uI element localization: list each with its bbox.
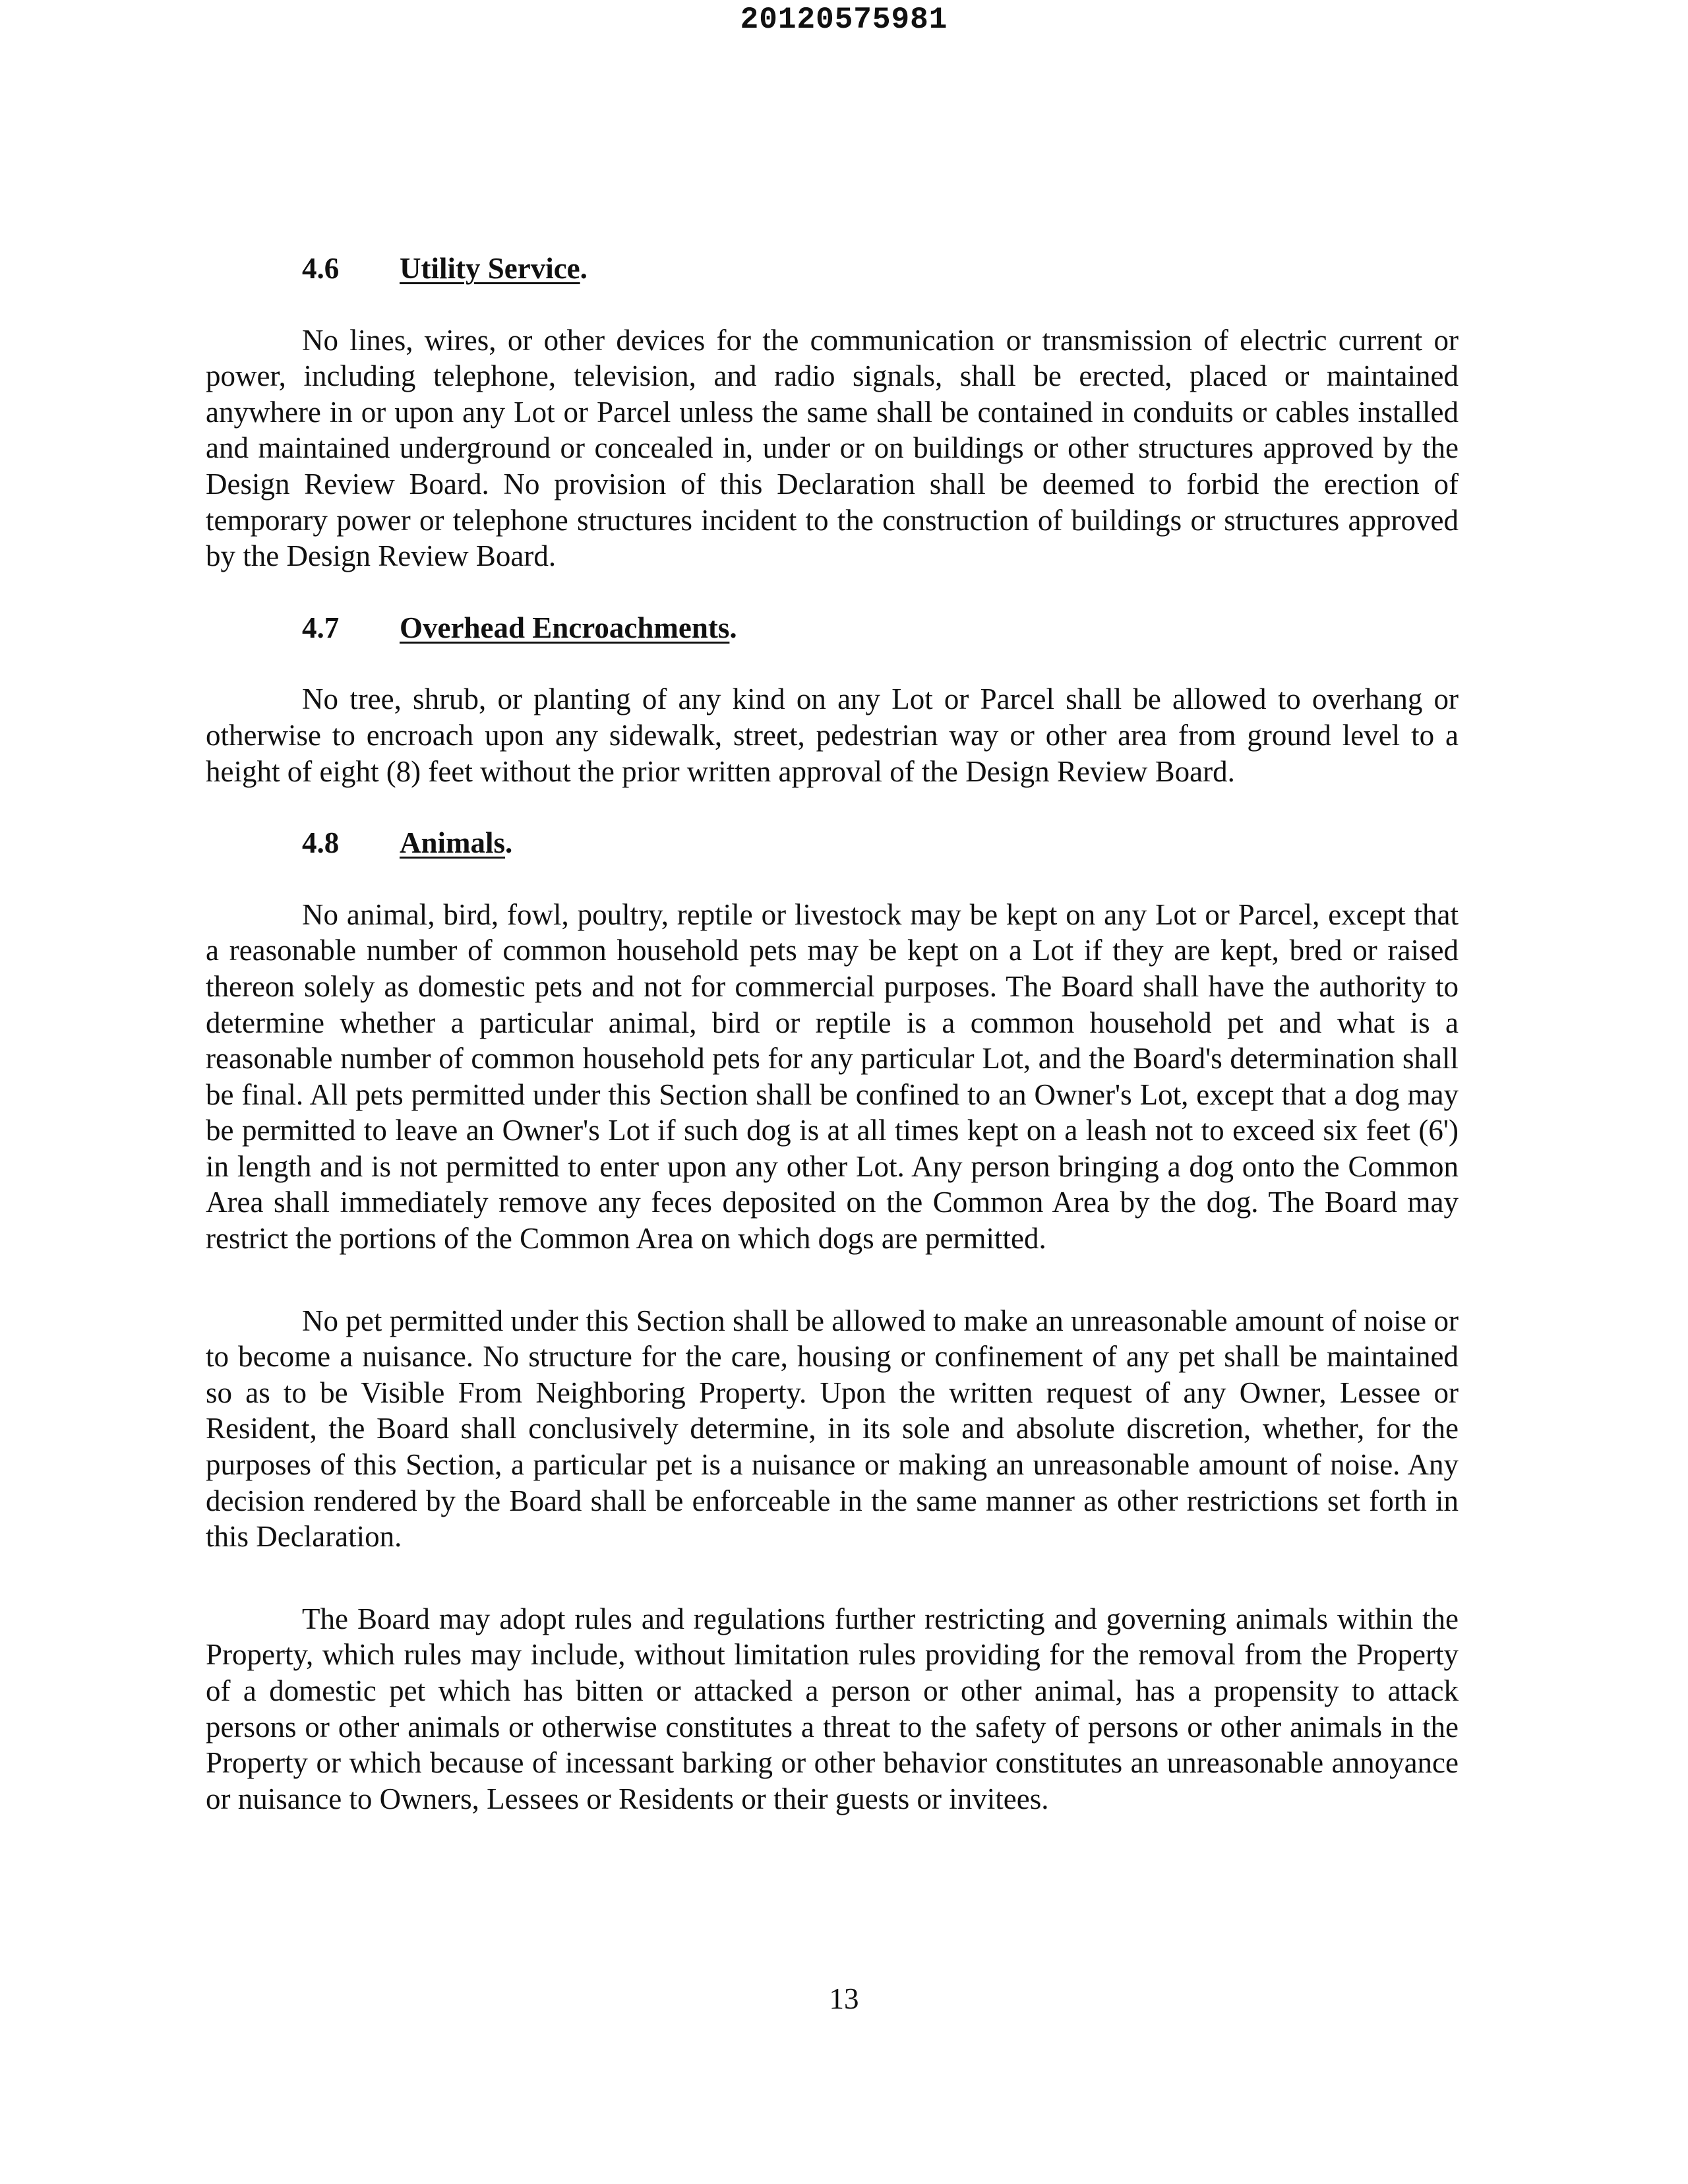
section-number: 4.8 xyxy=(302,826,340,860)
section-heading-4-6 xyxy=(206,251,1459,287)
section-title: Overhead Encroachments xyxy=(400,611,730,644)
section-paragraph: The Board may adopt rules and regulations further restricting and governing animals within the Property, which rules may include, without limitation rules providing for the removal from the Property of a domestic pet which has bitten or attacked a person or other animal, has a propensity to attack persons or other animals or otherwise constitutes a threat to the safety of persons or other animals in the Property or which because of incessant barking or other behavior constitutes an unreasonable annoyance or nuisance to Owners, Lessees or Residents or their guests or invitees. xyxy=(206,1602,1459,1815)
document-body xyxy=(206,251,1459,1817)
section-paragraph: No tree, shrub, or planting of any kind on any Lot or Parcel shall be allowed to overhang or otherwise to encroach upon any sidewalk, street, pedestrian way or other area from ground level to a height of eight (8) feet without the prior written approval of the Design Review Board. xyxy=(206,682,1459,788)
section-heading-4-8 xyxy=(206,825,1459,861)
section-paragraph: No lines, wires, or other devices for the communication or transmission of electric current or power, including telephone, television, and radio signals, shall be erected, placed or maintained anywhere in or upon any Lot or Parcel unless the same shall be contained in conduits or cables installed and maintained underground or concealed in, under or on buildings or other structures approved by the Design Review Board. No provision of this Declaration shall be deemed to forbid the erection of temporary power or telephone structures incident to the construction of buildings or structures approved by the Design Review Board. xyxy=(206,323,1459,573)
section-title-suffix: . xyxy=(729,611,737,644)
section-title: Animals xyxy=(400,826,506,860)
page-number: 13 xyxy=(829,1982,859,2015)
section-heading-4-7 xyxy=(206,610,1459,646)
section-title: Utility Service xyxy=(400,252,580,285)
section-number: 4.6 xyxy=(302,252,340,285)
section-paragraph: No pet permitted under this Section shall be allowed to make an unreasonable amount of noise or to become a nuisance. No structure for the care, housing or confinement of any pet shall be maintained so as to be Visible From Neighboring Property. Upon the written request of any Owner, Lessee or Resident, the Board shall conclusively determine, in its sole and absolute discretion, whether, for the purposes of this Section, a particular pet is a nuisance or making an unreasonable amount of noise. Any decision rendered by the Board shall be enforceable in the same manner as other restrictions set forth in this Declaration. xyxy=(206,1304,1459,1554)
section-paragraph: No animal, bird, fowl, poultry, reptile or livestock may be kept on any Lot or Parcel, except that a reasonable number of common household pets may be kept on a Lot if they are kept, bred or raised thereon solely as domestic pets and not for commercial purposes. The Board shall have the authority to determine whether a particular animal, bird or reptile is a common household pet and what is a reasonable number of common household pets for any particular Lot, and the Board's determination shall be final. All pets permitted under this Section shall be confined to an Owner's Lot, except that a dog may be permitted to leave an Owner's Lot if such dog is at all times kept on a leash not to exceed six feet (6') in length and is not permitted to enter upon any other Lot. Any person bringing a dog onto the Common Area shall immediately remove any feces deposited on the Common Area by the dog. The Board may restrict the portions of the Common Area on which dogs are permitted. xyxy=(206,897,1459,1256)
section-title-suffix: . xyxy=(580,252,588,285)
document-number: 20120575981 xyxy=(740,3,948,37)
section-number: 4.7 xyxy=(302,611,340,644)
section-title-suffix: . xyxy=(505,826,513,860)
